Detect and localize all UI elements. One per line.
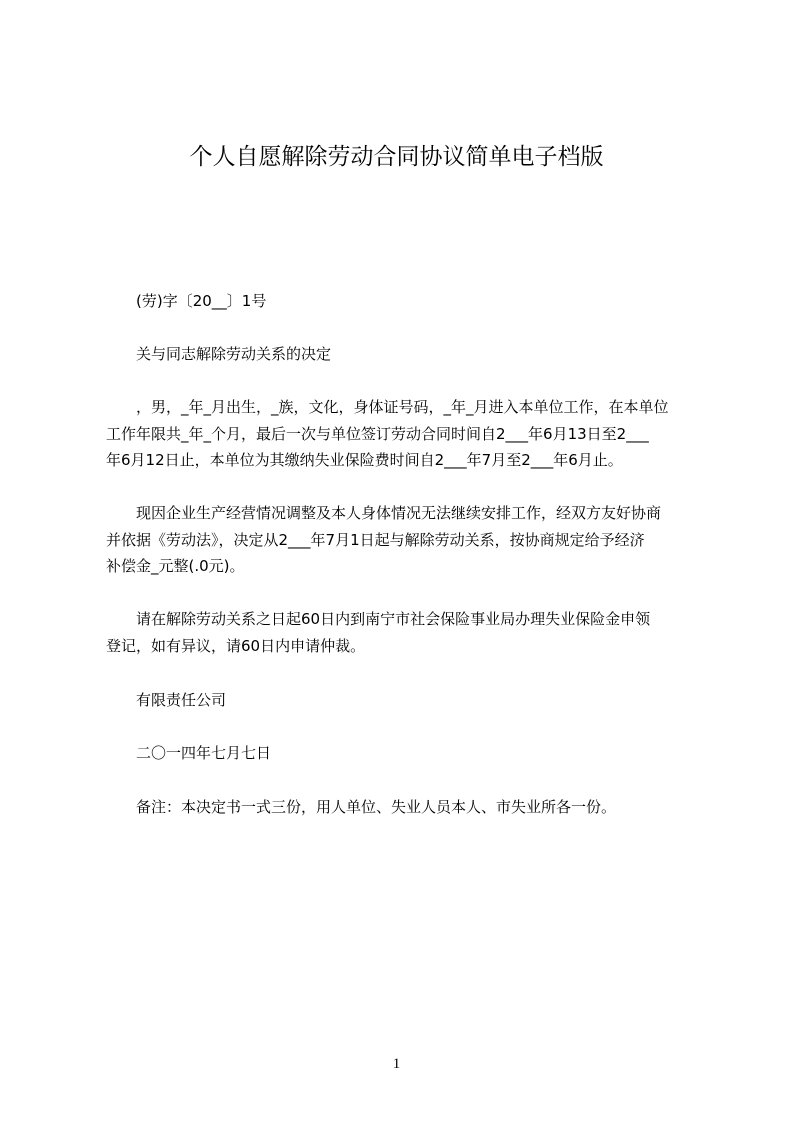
paragraph-line: ，男，_年_月出生，_族，文化，身体证号码，_年_月进入本单位工作，在本单位 (136, 398, 669, 416)
document-date: 二〇一四年七月七日 (136, 744, 272, 762)
document-number: (劳)字〔20__〕1号 (136, 292, 267, 310)
decision-subject: 关与同志解除劳动关系的决定 (136, 345, 332, 363)
paragraph-line: 补偿金_元整(.0元)。 (106, 557, 245, 575)
paragraph-line: 工作年限共_年_个月，最后一次与单位签订劳动合同时间自2___年6月13日至2___ (106, 424, 649, 443)
employee-info-paragraph (106, 394, 706, 474)
page-number: 1 (392, 1056, 401, 1072)
termination-reason-paragraph (106, 500, 706, 580)
paragraph-line: 并依据《劳动法》，决定从2___年7月1日起与解除劳动关系，按协商规定给予经济 (106, 530, 645, 549)
company-name: 有限责任公司 (136, 691, 227, 709)
paragraph-line: 年6月12日止，本单位为其缴纳失业保险费时间自2___年7月至2___年6月止。 (106, 451, 623, 469)
paragraph-line: 登记，如有异议，请60日内申请仲裁。 (106, 636, 366, 655)
paragraph-line: 请在解除劳动关系之日起60日内到南宁市社会保险事业局办理失业保险金申领 (136, 610, 651, 628)
document-note: 备注：本决定书一式三份，用人单位、失业人员本人、市失业所各一份。 (136, 798, 617, 816)
document-title: 个人自愿解除劳动合同协议简单电子档版 (189, 144, 604, 170)
unemployment-registration-paragraph (106, 606, 706, 659)
paragraph-line: 现因企业生产经营情况调整及本人身体情况无法继续安排工作，经双方友好协商 (136, 504, 662, 522)
